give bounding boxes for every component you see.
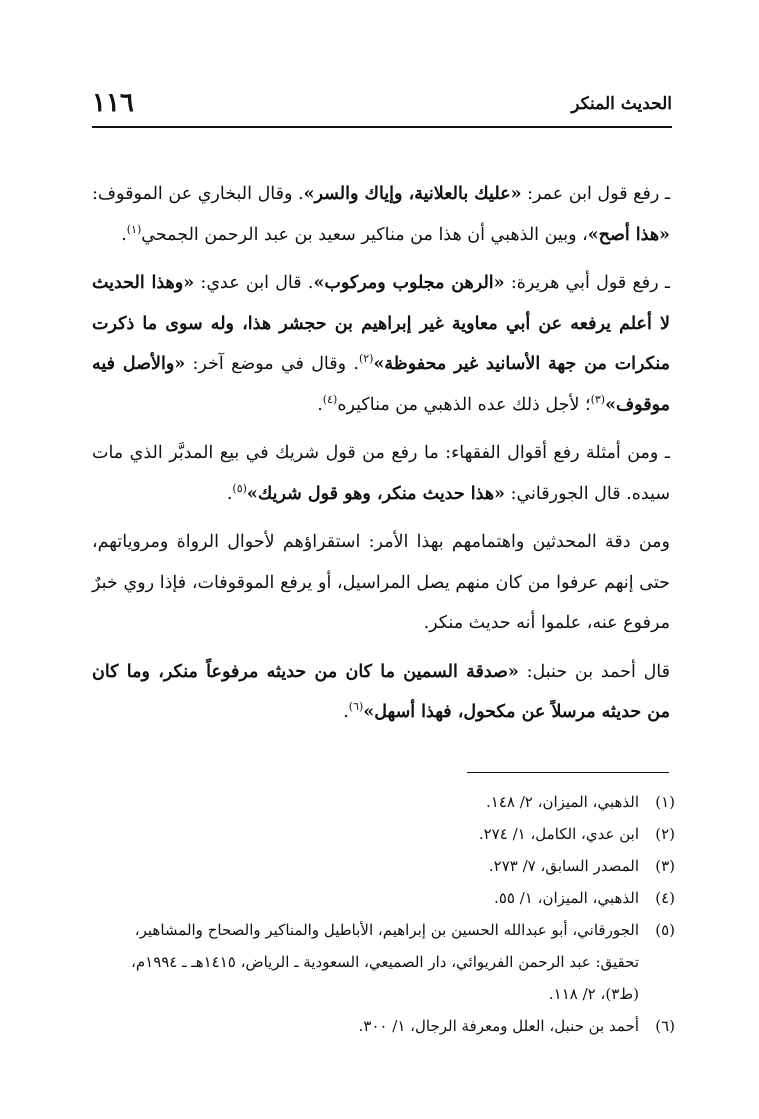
paragraph-2: ـ رفع قول أبي هريرة: «الرهن مجلوب ومركوب». قال ابن عدي: «وهذا الحديث لا أعلم يرفعه عن أبي معاوية غير إبراهيم بن حجشر هذا، وله سوى ما ذكرت منكرات من جهة الأسانيد غير محفوظة»$^{(٢)}$. وقال في موضع آخر: «والأصل فيه موقوف»$^{(٣)}$؛ لأجل ذلك عده الذهبي من مناكيره$^{(٤)}$. [92, 273, 671, 415]
footnote-item [90, 914, 675, 1010]
footnote-number: (٦) [655, 1017, 675, 1035]
paragraph-1: ـ رفع قول ابن عمر: «عليك بالعلانية، وإياك والسر». وقال البخاري عن الموقوف: «هذا أصح»، وبين الذهبي أن هذا من مناكير سعيد بن عبد الرحمن الجمحي$^{(١)}$. [92, 184, 670, 245]
main-text [92, 174, 670, 741]
footnote-number: (٢) [655, 825, 675, 843]
footnote-text: أحمد بن حنبل، العلل ومعرفة الرجال، ١/ ٣٠٠. [358, 1017, 639, 1035]
footnote-item [90, 850, 675, 882]
footnote-text: الذهبي، الميزان، ٢/ ١٤٨. [485, 793, 639, 811]
footnote-item [90, 818, 675, 850]
footnote-text: الذهبي، الميزان، ١/ ٥٥. [494, 889, 639, 907]
quote: «الرهن مجلوب ومركوب» [313, 273, 505, 293]
footnote-number: (٣) [655, 857, 675, 875]
footnote-ref[interactable]: (٢) [358, 352, 374, 366]
footnote-item [90, 882, 675, 914]
quote: «والأصل فيه موقوف» [92, 354, 670, 415]
quote: «عليك بالعلانية، وإياك والسر» [303, 184, 522, 204]
quote: «وهذا الحديث لا أعلم يرفعه عن أبي معاوية غير إبراهيم بن حجشر هذا، وله سوى ما ذكرت منكرات من جهة الأسانيد غير محفوظة» [92, 273, 671, 374]
quote: «هذا حديث منكر، وهو قول شريك» [246, 483, 505, 504]
page-header [92, 86, 672, 128]
paragraph-3: ـ ومن أمثلة رفع أقوال الفقهاء: ما رفع من قول شريك في بيع المدبَّر الذي مات سيده. قال الجورقاني: «هذا حديث منكر، وهو قول شريك»$^{(٥)}$. [92, 443, 670, 504]
footnote-number: (٤) [655, 889, 675, 907]
footnote-text: ابن عدي، الكامل، ١/ ٢٧٤. [478, 825, 639, 843]
footnote-ref[interactable]: (١) [126, 222, 142, 236]
quote: «صدقة السمين ما كان من حديثه مرفوعاً منكر، وما كان من حديثه مرسلاً عن مكحول، فهذا أسهل» [92, 661, 670, 722]
footnotes [90, 786, 675, 1042]
footnote-divider [467, 772, 669, 773]
footnote-text: المصدر السابق، ٧/ ٢٧٣. [488, 857, 639, 875]
footnote-ref[interactable]: (٤) [322, 392, 338, 406]
running-title: الحديث المنكر [571, 94, 672, 114]
footnote-ref[interactable]: (٥) [232, 481, 247, 495]
footnote-item [90, 786, 675, 818]
paragraph-5: قال أحمد بن حنبل: «صدقة السمين ما كان من حديثه مرفوعاً منكر، وما كان من حديثه مرسلاً عن مكحول، فهذا أسهل»$^{(٦)}$. [92, 661, 671, 722]
footnote-ref[interactable]: (٦) [348, 700, 364, 714]
footnote-number: (٥) [655, 921, 675, 939]
paragraph-4: ومن دقة المحدثين واهتمامهم بهذا الأمر: استقراؤهم لأحوال الرواة ومروياتهم، حتى إنهم عرفوا من كان منهم يصل المراسيل، أو يرفع الموقوفات، فإذا روي خبرٌ مرفوع عنه، علموا أنه حديث منكر. [92, 532, 670, 633]
footnote-text: الجورقاني، أبو عبدالله الحسين بن إبراهيم، الأباطيل والمناكير والصحاح والمشاهير، تحقيق: عبد الرحمن الفريوائي، دار الصميعي، السعودية ـ الرياض، ١٤١٥هـ ـ ١٩٩٤م، (ط٣)، ٢/ ١١٨. [131, 921, 639, 1003]
quote: «هذا أصح» [587, 224, 670, 245]
footnote-item [90, 1010, 675, 1042]
page-number: ١١٦ [92, 88, 134, 118]
footnote-ref[interactable]: (٣) [590, 392, 606, 406]
footnote-number: (١) [655, 793, 675, 811]
